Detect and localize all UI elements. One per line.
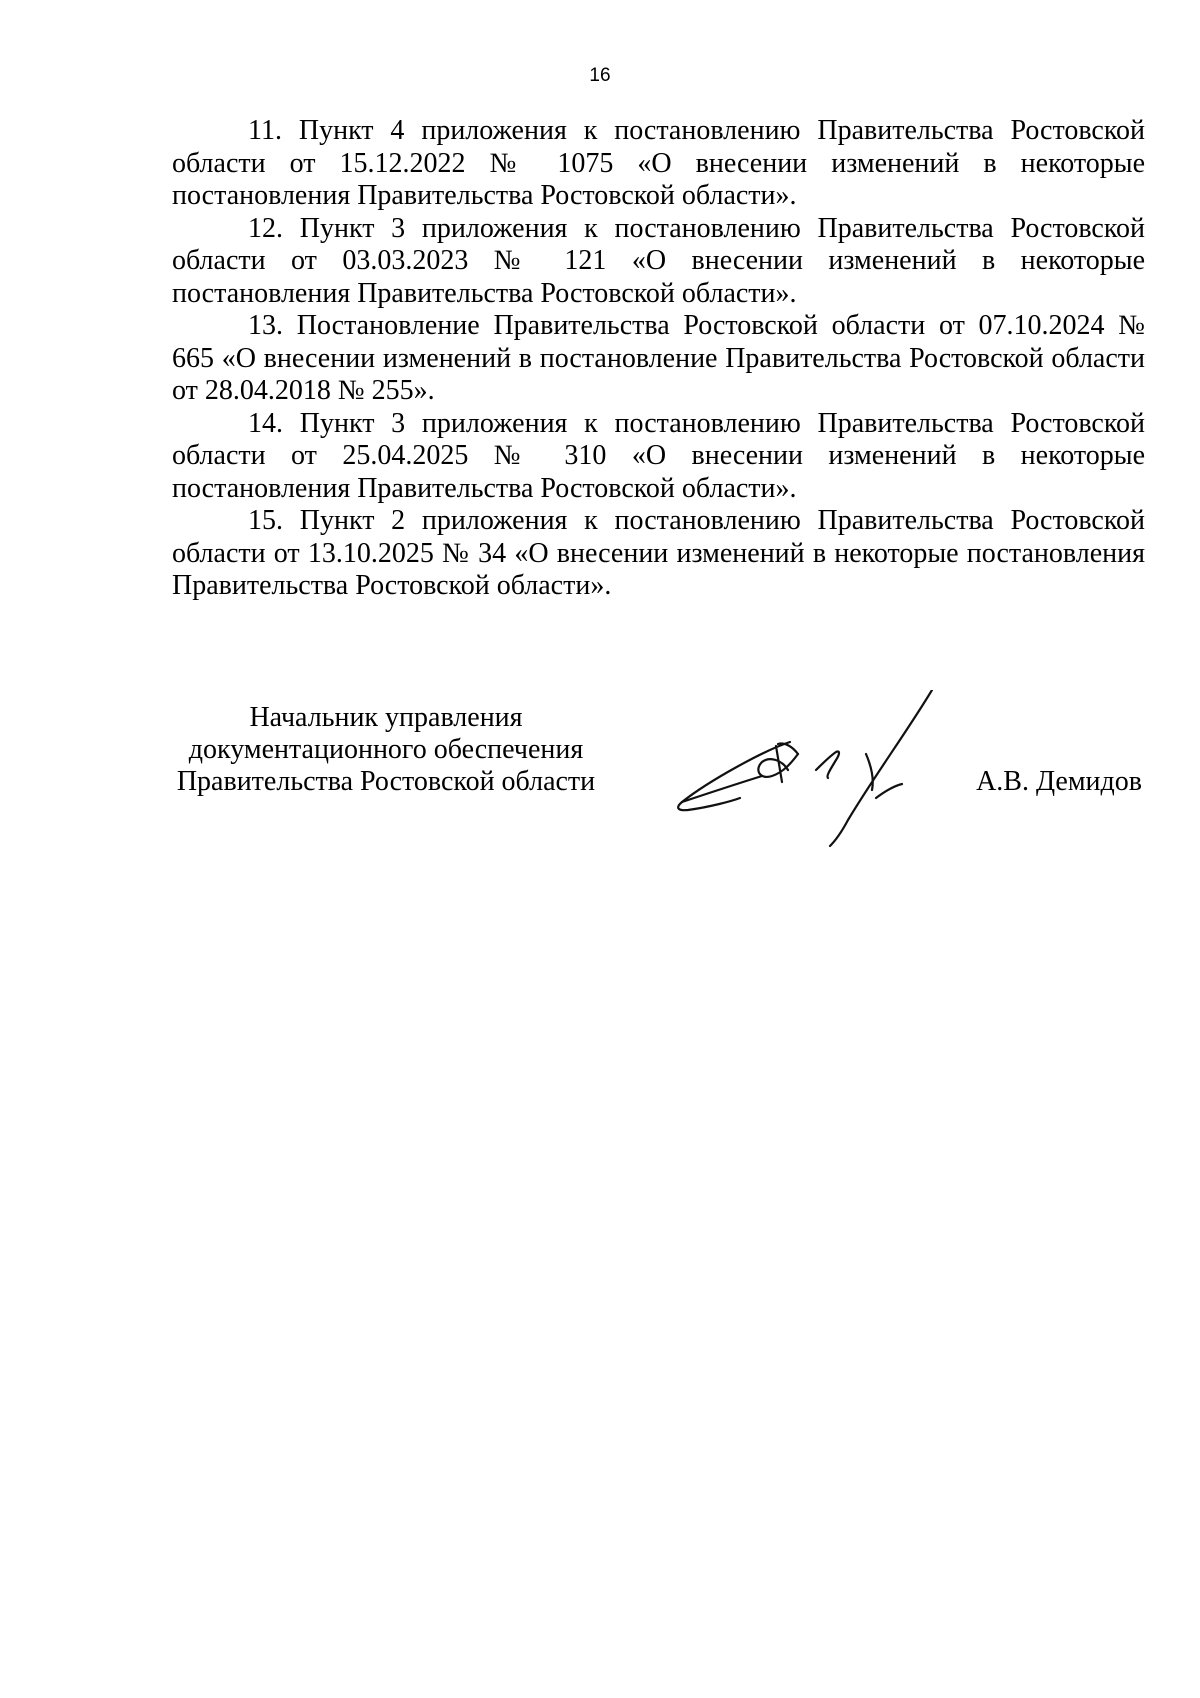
signatory-position <box>172 702 600 798</box>
list-item-13: 13. Постановление Правительства Ростовской области от 07.10.2024 № 665 «О внесении изменений в постановление Правительства Ростовской области от 28.04.2018 № 255». <box>172 310 1145 406</box>
list-item-12: 12. Пункт 3 приложения к постановлению Правительства Ростовской области от 03.03.2023 № 121 «О внесении изменений в некоторые постановления Правительства Ростовской области». <box>172 212 1145 309</box>
list-item-14: 14. Пункт 3 приложения к постановлению Правительства Ростовской области от 25.04.2025 № 310 «О внесении изменений в некоторые постановления Правительства Ростовской области». <box>172 407 1145 504</box>
list-item-11: 11. Пункт 4 приложения к постановлению Правительства Ростовской области от 15.12.2022 № 1075 «О внесении изменений в некоторые постановления Правительства Ростовской области». <box>172 115 1145 211</box>
position-line-2: документационного обеспечения <box>188 734 584 765</box>
position-line-3: Правительства Ростовской области <box>176 766 596 797</box>
list-item-15: 15. Пункт 2 приложения к постановлению Правительства Ростовской области от 13.10.2025 № 34 «О внесении изменений в некоторые постановления Правительства Ростовской области». <box>172 505 1145 601</box>
document-body <box>172 115 1145 603</box>
page-number: 16 <box>589 65 611 86</box>
handwritten-signature-icon <box>670 690 960 850</box>
position-line-1: Начальник управления <box>249 702 523 733</box>
signer-name: А.В. Демидов <box>976 766 1142 797</box>
